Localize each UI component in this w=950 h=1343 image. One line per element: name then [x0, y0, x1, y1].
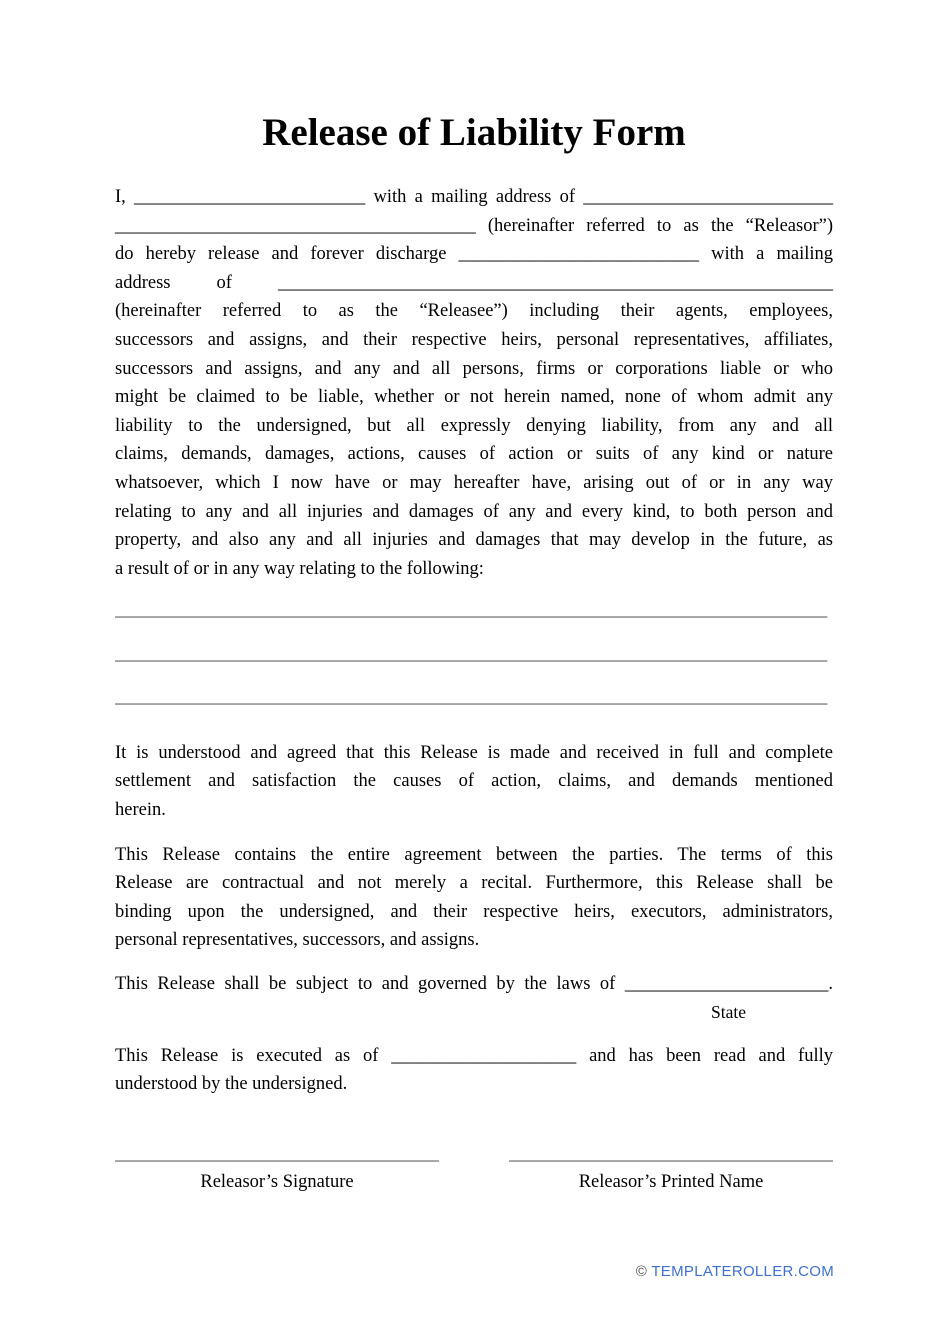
paragraph-line: This Release shall be subject to and governed by the laws of ______________________. [115, 973, 833, 994]
releasor-printed-name-field [509, 1140, 833, 1197]
paragraph-line: This Release is executed as of ____________________ and has been read and fully [115, 1045, 833, 1066]
paragraph-line: settlement and satisfaction the causes of action, claims, and demands mentioned [115, 771, 833, 792]
paragraph-line: binding upon the undersigned, and their respective heirs, executors, administrators, [115, 901, 833, 922]
opening-paragraph [115, 183, 833, 583]
paragraph-line: whatsoever, which I now have or may hereafter have, arising out of or in any way [115, 472, 833, 493]
paragraph-line: Release are contractual and not merely a recital. Furthermore, this Release shall be [115, 873, 833, 894]
signature-block [115, 1140, 833, 1197]
description-fill-in-area [115, 589, 833, 720]
signature-line: ___________________________________ [115, 1143, 439, 1164]
governing-law-paragraph [115, 970, 833, 1025]
document-content [115, 0, 833, 1197]
execution-paragraph [115, 1042, 833, 1099]
paragraph-line: property, and also any and all injuries and damages that may develop in the future, as [115, 530, 833, 551]
entire-agreement-paragraph [115, 841, 833, 955]
paragraph-line: liability to the undersigned, but all expressly denying liability, from any and all [115, 415, 833, 436]
state-label: State [711, 1001, 746, 1022]
paragraph-line: It is understood and agreed that this Release is made and received in full and complete [115, 742, 833, 763]
signature-label: Releasor’s Signature [200, 1172, 354, 1193]
paragraph-line: I, _________________________ with a mailing address of ___________________________ [115, 187, 833, 208]
fill-in-line: _____________________________________________________________________________ [115, 643, 828, 664]
paragraph-line: claims, demands, damages, actions, causes of action or suits of any kind or nature [115, 444, 833, 465]
paragraph-line: successors and assigns, and their respective heirs, personal representatives, affiliates, [115, 329, 833, 350]
page-title: Release of Liability Form [262, 111, 686, 154]
paragraph-line: This Release contains the entire agreement between the parties. The terms of this [115, 844, 833, 865]
paragraph-line: do hereby release and forever discharge __________________________ with a mailing [115, 244, 833, 265]
printed-name-line: ___________________________________ [509, 1143, 833, 1164]
fill-in-line: _____________________________________________________________________________ [115, 600, 828, 621]
paragraph-line: understood by the undersigned. [115, 1074, 348, 1095]
paragraph-line: a result of or in any way relating to the following: [115, 558, 484, 579]
templateroller-link[interactable]: TEMPLATEROLLER.COM [651, 1263, 834, 1280]
paragraph-line: successors and assigns, and any and all persons, firms or corporations liable or who [115, 358, 833, 379]
paragraph-line: might be claimed to be liable, whether or not herein named, none of whom admit any [115, 387, 833, 408]
fill-in-line: _____________________________________________________________________________ [115, 687, 828, 708]
paragraph-line: _______________________________________ (hereinafter referred to as the “Releasor”) [115, 215, 833, 236]
printed-name-label: Releasor’s Printed Name [578, 1172, 764, 1193]
paragraph-line: personal representatives, successors, and assigns. [115, 930, 480, 951]
footer [636, 1263, 834, 1280]
releasor-signature-field [115, 1140, 439, 1197]
paragraph-line: (hereinafter referred to as the “Releasee”) including their agents, employees, [115, 301, 833, 322]
paragraph-line: herein. [115, 800, 166, 821]
paragraph-line: address of ____________________________________________________________ [115, 272, 833, 293]
paragraph-line: relating to any and all injuries and damages of any and every kind, to both person and [115, 501, 833, 522]
copyright-symbol: © [635, 1263, 648, 1280]
settlement-paragraph [115, 739, 833, 825]
